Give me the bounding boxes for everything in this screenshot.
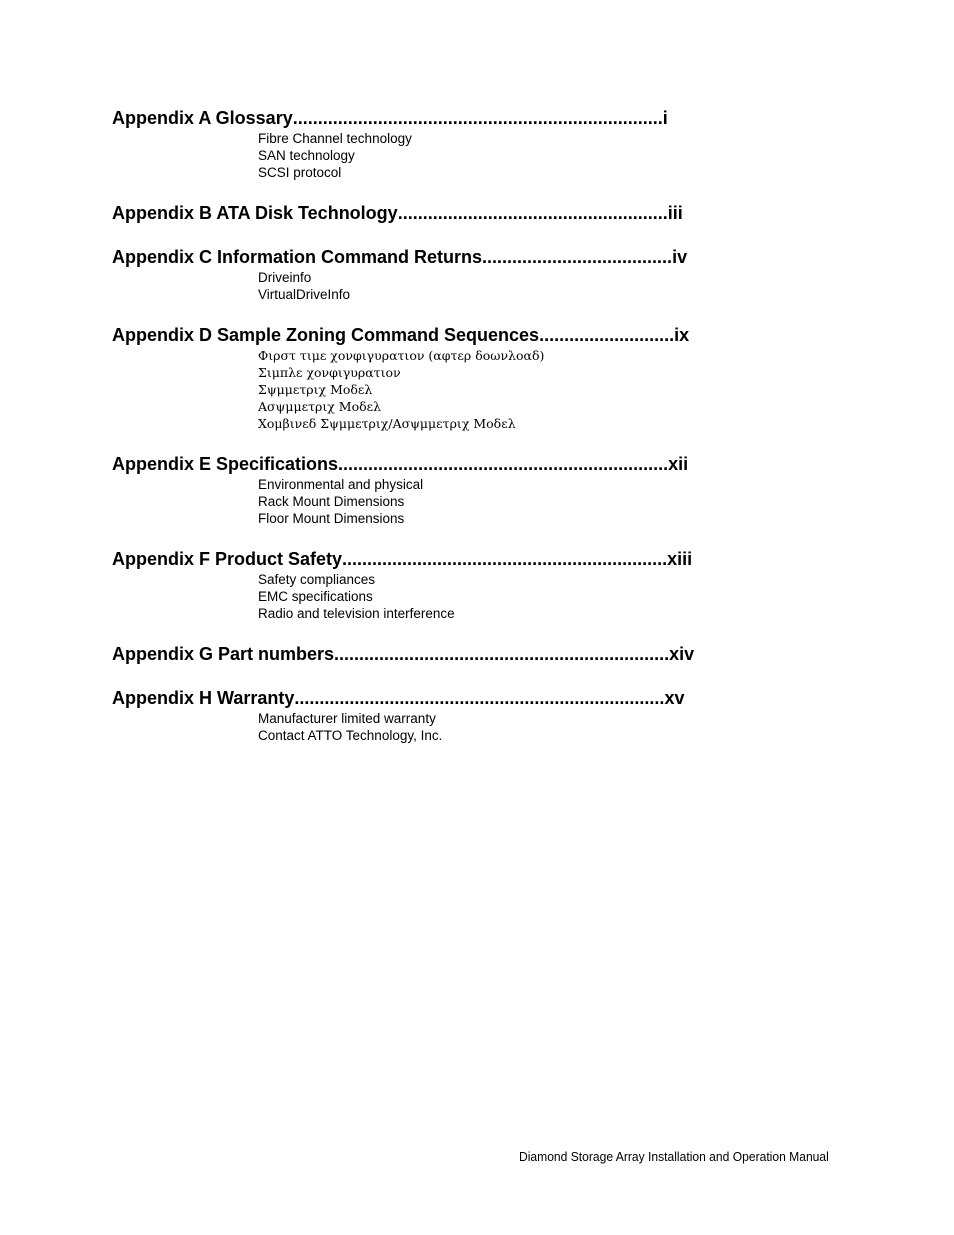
toc-subentry[interactable]: SAN technology — [258, 148, 355, 163]
toc-entry[interactable] — [112, 245, 752, 303]
toc-page-number: xii — [668, 454, 689, 474]
toc-subentries — [258, 710, 752, 744]
toc-leader-dots: .................................................................. — [338, 454, 669, 474]
toc-entry[interactable] — [112, 323, 752, 432]
toc-page-number: i — [662, 108, 668, 128]
toc-subentry[interactable]: Environmental and physical — [258, 477, 424, 492]
toc-leader-dots: ...................................... — [482, 247, 673, 267]
toc-heading[interactable] — [112, 323, 752, 347]
toc-heading-title: Appendix D Sample Zoning Command Sequences — [112, 325, 540, 345]
toc-subentry[interactable]: Fibre Channel technology — [258, 131, 412, 146]
toc-heading[interactable] — [112, 642, 752, 666]
toc-subentry[interactable]: EMC specifications — [258, 589, 373, 604]
toc-leader-dots: ................................................................... — [334, 644, 670, 664]
toc-heading-title: Appendix H Warranty — [112, 688, 295, 708]
toc-subentry[interactable]: Σιμπλε χονφιγυρατιον — [258, 365, 401, 380]
toc-heading[interactable] — [112, 106, 752, 130]
toc-subentry[interactable]: Ασψμμετριχ Μοδελ — [258, 399, 382, 414]
toc-page-number: xv — [664, 688, 685, 708]
toc-subentry[interactable]: Safety compliances — [258, 572, 376, 587]
toc-heading[interactable] — [112, 245, 752, 269]
toc-entry[interactable] — [112, 201, 752, 225]
toc-subentry[interactable]: VirtualDriveInfo — [258, 287, 351, 302]
table-of-contents — [112, 106, 752, 764]
toc-page-number: iii — [667, 203, 683, 223]
toc-subentries — [258, 571, 752, 622]
toc-page-number: ix — [674, 325, 690, 345]
toc-entry[interactable] — [112, 547, 752, 622]
toc-entry[interactable] — [112, 452, 752, 527]
toc-leader-dots: ................................................................. — [342, 549, 668, 569]
toc-leader-dots: ...................................................... — [397, 203, 668, 223]
toc-heading[interactable] — [112, 452, 752, 476]
toc-heading-title: Appendix A Glossary — [112, 108, 293, 128]
page-footer: Diamond Storage Array Installation and Operation Manual — [519, 1149, 829, 1164]
toc-subentry[interactable]: Radio and television interference — [258, 606, 455, 621]
toc-subentry[interactable]: Contact ATTO Technology, Inc. — [258, 728, 443, 743]
toc-subentry[interactable]: Manufacturer limited warranty — [258, 711, 436, 726]
toc-heading[interactable] — [112, 547, 752, 571]
toc-subentry[interactable]: Driveinfo — [258, 270, 312, 285]
toc-entry[interactable] — [112, 686, 752, 744]
toc-heading[interactable] — [112, 201, 752, 225]
toc-subentries — [258, 347, 752, 432]
toc-heading-title: Appendix C Information Command Returns — [112, 247, 483, 267]
toc-page-number: xiii — [667, 549, 693, 569]
toc-leader-dots: .......................................................................... — [292, 108, 663, 128]
toc-subentries — [258, 130, 752, 181]
toc-subentries — [258, 476, 752, 527]
toc-heading-title: Appendix G Part numbers — [112, 644, 335, 664]
toc-subentry[interactable]: Χομβινεδ Σψμμετριχ/Ασψμμετριχ Μοδελ — [258, 416, 516, 431]
toc-entry[interactable] — [112, 106, 752, 181]
toc-subentry[interactable]: Φιρστ τιμε χονφιγυρατιον (αφτερ δοωνλοαδ) — [258, 348, 545, 363]
toc-page-number: iv — [672, 247, 688, 267]
toc-page-number: xiv — [669, 644, 695, 664]
toc-entry[interactable] — [112, 642, 752, 666]
toc-heading-title: Appendix F Product Safety — [112, 549, 343, 569]
toc-subentry[interactable]: SCSI protocol — [258, 165, 342, 180]
toc-leader-dots: .......................................................................... — [294, 688, 665, 708]
toc-subentries — [258, 269, 752, 303]
toc-leader-dots: ........................... — [539, 325, 675, 345]
toc-heading-title: Appendix B ATA Disk Technology — [112, 203, 398, 223]
toc-heading[interactable] — [112, 686, 752, 710]
toc-heading-title: Appendix E Specifications — [112, 454, 339, 474]
toc-subentry[interactable]: Floor Mount Dimensions — [258, 511, 405, 526]
toc-subentry[interactable]: Σψμμετριχ Μοδελ — [258, 382, 373, 397]
toc-subentry[interactable]: Rack Mount Dimensions — [258, 494, 405, 509]
